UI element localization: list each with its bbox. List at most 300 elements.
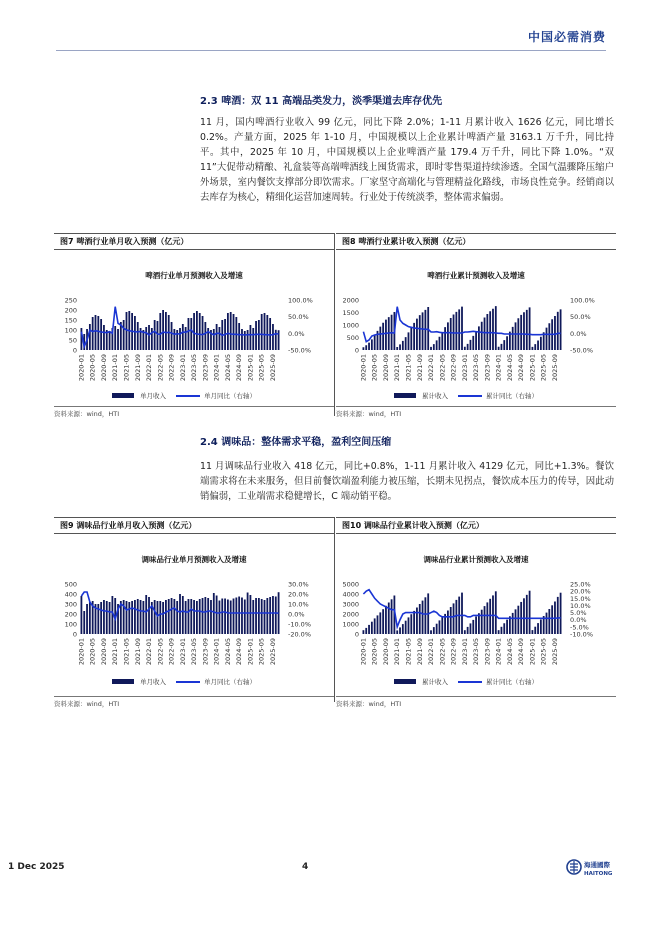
x-tick: 2020-05 xyxy=(88,354,97,382)
bar xyxy=(413,323,415,350)
bar xyxy=(408,332,410,350)
bar xyxy=(213,329,215,350)
bar xyxy=(450,607,452,634)
x-tick: 2025-05 xyxy=(257,354,266,382)
bar xyxy=(506,620,508,634)
y-tick-left: 2000 xyxy=(342,296,359,305)
bar xyxy=(534,344,536,350)
bar xyxy=(241,598,243,635)
y-tick-left: 100 xyxy=(64,326,77,335)
bar xyxy=(534,627,536,634)
bar xyxy=(233,314,235,350)
bar xyxy=(145,327,147,350)
bar xyxy=(439,620,441,634)
x-tick: 2025-05 xyxy=(539,638,548,666)
chart-beer-monthly xyxy=(54,250,334,408)
bar xyxy=(95,315,97,350)
bar xyxy=(484,318,486,351)
bar xyxy=(204,597,206,634)
bar xyxy=(261,314,263,350)
chart-title: 啤酒行业单月预测收入及增速 xyxy=(145,271,243,280)
bar xyxy=(503,340,505,350)
legend-label: 单月同比（右轴） xyxy=(204,678,256,686)
bar xyxy=(481,610,483,634)
bar xyxy=(157,321,159,350)
x-tick: 2025-09 xyxy=(268,354,277,382)
x-tick: 2024-01 xyxy=(212,638,221,666)
x-tick: 2020-01 xyxy=(359,354,368,382)
bar xyxy=(495,306,497,350)
bar xyxy=(204,322,206,350)
y-tick-right: -10.0% xyxy=(288,620,311,629)
bar xyxy=(489,599,491,634)
bar xyxy=(128,602,130,634)
bar xyxy=(515,322,517,350)
chart-title: 调味品行业单月预测收入及增速 xyxy=(141,555,247,564)
bar xyxy=(244,600,246,635)
x-tick: 2024-01 xyxy=(212,354,221,382)
x-tick: 2022-09 xyxy=(167,354,176,382)
x-tick: 2022-05 xyxy=(438,354,447,382)
bar xyxy=(470,340,472,350)
bar xyxy=(216,324,218,350)
bar xyxy=(546,328,548,350)
bar xyxy=(453,603,455,634)
figure-9-caption: 图9 调味品行业单月收入预测（亿元） xyxy=(54,517,334,534)
bar xyxy=(498,630,500,634)
header-title: 中国必需消费 xyxy=(527,30,606,44)
bar xyxy=(515,609,517,634)
bar xyxy=(199,599,201,634)
bar xyxy=(537,623,539,634)
bar xyxy=(399,344,401,350)
bar xyxy=(512,327,514,350)
x-tick: 2020-09 xyxy=(99,638,108,666)
bar xyxy=(472,336,474,350)
x-tick: 2023-09 xyxy=(483,354,492,382)
y-tick-right: -20.0% xyxy=(288,630,311,639)
x-tick: 2023-09 xyxy=(483,638,492,666)
x-tick: 2023-01 xyxy=(460,354,469,382)
bar xyxy=(523,312,525,350)
bar xyxy=(145,595,147,634)
bar xyxy=(363,630,365,634)
y-tick-left: 3000 xyxy=(342,600,359,609)
x-tick: 2021-01 xyxy=(111,638,120,666)
bar xyxy=(529,591,531,634)
figure-8 xyxy=(336,233,616,412)
bar xyxy=(512,613,514,634)
bar xyxy=(532,347,534,350)
bar xyxy=(216,596,218,635)
y-tick-right: 25.0% xyxy=(570,580,591,589)
x-tick: 2020-05 xyxy=(370,638,379,666)
bar xyxy=(182,324,184,350)
y-tick-right: 0.0% xyxy=(570,616,587,625)
x-tick: 2023-05 xyxy=(472,354,481,382)
y-tick-left: 2000 xyxy=(342,610,359,619)
x-tick: 2021-01 xyxy=(393,638,402,666)
y-tick-right: 10.0% xyxy=(570,601,591,610)
bar xyxy=(478,326,480,350)
bar xyxy=(134,316,136,350)
bar xyxy=(100,319,102,350)
bar xyxy=(269,318,271,350)
bar xyxy=(126,601,128,634)
bar xyxy=(114,326,116,350)
bar xyxy=(430,630,432,634)
y-tick-left: 0 xyxy=(354,346,359,355)
figure-10-caption: 图10 调味品行业累计收入预测（亿元） xyxy=(336,517,616,534)
y-tick-left: 0 xyxy=(72,346,77,355)
bar xyxy=(385,320,387,350)
y-tick-right: -5.0% xyxy=(570,623,589,632)
y-tick-left: 0 xyxy=(354,630,359,639)
bar xyxy=(419,315,421,350)
bar xyxy=(560,593,562,634)
bar xyxy=(424,597,426,634)
bar xyxy=(244,331,246,350)
bar xyxy=(126,312,128,350)
bar xyxy=(450,318,452,350)
y-tick-left: 200 xyxy=(64,306,77,315)
bar xyxy=(134,600,136,634)
bar xyxy=(199,313,201,350)
x-tick: 2021-09 xyxy=(415,638,424,666)
haitong-logo xyxy=(566,858,626,878)
bar xyxy=(517,606,519,634)
x-tick: 2025-05 xyxy=(257,638,266,666)
x-tick: 2024-09 xyxy=(235,354,244,382)
bar xyxy=(188,599,190,634)
y-tick-left: 500 xyxy=(64,580,77,589)
bar xyxy=(89,602,91,634)
legend-swatch-bar xyxy=(394,393,416,398)
bar xyxy=(165,312,167,350)
y-tick-left: 250 xyxy=(64,296,77,305)
header-rule xyxy=(56,50,606,51)
x-tick: 2021-05 xyxy=(122,638,131,666)
y-tick-right: 0.0% xyxy=(288,610,305,619)
x-tick: 2020-09 xyxy=(99,354,108,382)
bar xyxy=(250,595,252,634)
x-tick: 2022-01 xyxy=(427,638,436,666)
chart-title: 调味品行业累计预测收入及增速 xyxy=(423,555,529,564)
y-tick-left: 500 xyxy=(346,334,359,342)
figure-10-source: 资料来源：wind，HTI xyxy=(336,696,616,708)
bar xyxy=(430,347,432,350)
x-tick: 2024-01 xyxy=(494,354,503,382)
x-tick: 2021-09 xyxy=(133,638,142,666)
bar xyxy=(441,617,443,634)
figure-divider xyxy=(334,517,335,702)
bar xyxy=(478,613,480,634)
bar xyxy=(416,319,418,350)
x-tick: 2020-01 xyxy=(77,354,86,382)
bar xyxy=(241,329,243,350)
figure-divider xyxy=(334,233,335,416)
chart-beer-cumulative xyxy=(336,250,616,408)
bar xyxy=(475,331,477,350)
bar xyxy=(405,337,407,350)
bar xyxy=(227,600,229,635)
bar xyxy=(540,620,542,635)
bar xyxy=(176,601,178,634)
section-paragraph-condiments: 11 月调味品行业收入 418 亿元，同比+0.8%，1-11 月累计收入 4129 亿元，同比+1.3%。餐饮端需求将在未来服务，但目前餐饮端盈利能力被压缩，长期未见拐点，餐饮成本压力的传导，因此动销偏弱，工业端需求稳健增长，C 端动销平稳。 xyxy=(200,461,614,502)
bar xyxy=(275,597,277,635)
y-tick-right: 15.0% xyxy=(570,594,591,603)
bar xyxy=(137,322,139,350)
bar xyxy=(142,601,144,634)
bar xyxy=(551,605,553,634)
x-tick: 2020-05 xyxy=(88,638,97,666)
bar xyxy=(501,627,503,634)
bar xyxy=(238,323,240,350)
bar xyxy=(179,594,181,634)
bar xyxy=(436,624,438,634)
bar xyxy=(255,321,257,350)
section-title-beer: 2.3 啤酒：双 11 高端品类发力，淡季渠道去库存优先 xyxy=(200,96,443,107)
bar xyxy=(506,336,508,350)
bar xyxy=(275,330,277,350)
bar xyxy=(188,318,190,350)
bar xyxy=(455,312,457,350)
bar xyxy=(159,601,161,634)
section-title-condiments: 2.4 调味品：整体需求平稳，盈利空间压缩 xyxy=(200,437,392,448)
bar xyxy=(427,307,429,350)
bar xyxy=(540,337,542,350)
bar xyxy=(97,316,99,350)
bar xyxy=(196,601,198,634)
bar xyxy=(123,320,125,350)
x-tick: 2025-09 xyxy=(550,638,559,666)
bar xyxy=(233,599,235,635)
y-tick-right: 20.0% xyxy=(570,587,591,596)
bar xyxy=(173,599,175,634)
x-tick: 2022-09 xyxy=(449,354,458,382)
x-tick: 2024-05 xyxy=(505,354,514,382)
y-tick-right: 5.0% xyxy=(570,609,587,618)
bar xyxy=(422,601,424,634)
bar xyxy=(484,606,486,634)
bar xyxy=(413,611,415,634)
bar xyxy=(171,322,173,350)
bar xyxy=(495,591,497,634)
x-tick: 2022-05 xyxy=(438,638,447,666)
bar xyxy=(173,329,175,350)
footer-date: 1 Dec 2025 xyxy=(8,862,65,872)
bar xyxy=(137,599,139,634)
x-tick: 2022-05 xyxy=(156,638,165,666)
bar xyxy=(154,600,156,634)
x-tick: 2021-05 xyxy=(404,638,413,666)
bar xyxy=(374,335,376,350)
bar xyxy=(439,337,441,350)
y-tick-right: 0.0% xyxy=(288,329,305,338)
chart-title: 啤酒行业累计预测收入及增速 xyxy=(427,271,525,280)
figure-7-caption: 图7 啤酒行业单月收入预测（亿元） xyxy=(54,233,334,250)
bar xyxy=(117,329,119,350)
bar xyxy=(396,347,398,350)
bar xyxy=(470,623,472,634)
x-tick: 2024-05 xyxy=(505,638,514,666)
bar xyxy=(171,598,173,634)
bar xyxy=(261,599,263,634)
y-tick-right: 10.0% xyxy=(288,600,309,609)
bar xyxy=(207,598,209,634)
x-tick: 2025-01 xyxy=(246,638,255,666)
page-number: 4 xyxy=(302,862,309,872)
bar xyxy=(109,331,111,350)
legend-label: 累计同比（右轴） xyxy=(486,392,538,400)
x-tick: 2022-01 xyxy=(145,638,154,666)
chart-condiment-cumulative xyxy=(336,534,616,694)
legend-swatch-bar xyxy=(112,679,134,684)
bar xyxy=(523,598,525,634)
x-tick: 2023-05 xyxy=(190,354,199,382)
bar xyxy=(461,593,463,634)
bar xyxy=(258,598,260,634)
y-tick-right: -50.0% xyxy=(570,346,593,355)
bar xyxy=(408,617,410,634)
x-tick: 2024-09 xyxy=(517,638,526,666)
bar xyxy=(266,315,268,350)
bar xyxy=(416,608,418,635)
bar xyxy=(481,322,483,350)
bar xyxy=(554,316,556,350)
bar xyxy=(365,628,367,634)
bar xyxy=(498,347,500,350)
x-tick: 2021-05 xyxy=(122,354,131,382)
y-tick-left: 150 xyxy=(64,316,77,325)
bar xyxy=(247,330,249,350)
x-tick: 2024-09 xyxy=(517,354,526,382)
bar xyxy=(557,597,559,634)
bar xyxy=(185,601,187,634)
bar xyxy=(405,621,407,634)
x-tick: 2023-09 xyxy=(201,638,210,666)
legend-swatch-bar xyxy=(394,679,416,684)
bar xyxy=(363,347,365,350)
bar xyxy=(532,630,534,634)
bar xyxy=(396,630,398,634)
bar xyxy=(86,604,88,634)
bar xyxy=(520,315,522,350)
bar xyxy=(492,309,494,350)
bar xyxy=(475,617,477,635)
bar xyxy=(464,630,466,634)
x-tick: 2021-05 xyxy=(404,354,413,382)
bar xyxy=(467,344,469,350)
x-tick: 2021-09 xyxy=(133,354,142,382)
bar xyxy=(433,627,435,634)
figure-8-caption: 图8 啤酒行业累计收入预测（亿元） xyxy=(336,233,616,250)
bar xyxy=(422,312,424,350)
bar xyxy=(109,602,111,634)
y-tick-right: -50.0% xyxy=(288,346,311,355)
bar xyxy=(202,316,204,350)
bar xyxy=(151,328,153,350)
bar xyxy=(213,593,215,634)
figure-8-source: 资料来源：wind，HTI xyxy=(336,406,616,418)
legend-label: 累计同比（右轴） xyxy=(486,678,538,686)
y-tick-right: 100.0% xyxy=(288,296,313,305)
x-tick: 2022-09 xyxy=(449,638,458,666)
bar xyxy=(179,328,181,350)
bar xyxy=(529,307,531,350)
bar xyxy=(250,325,252,350)
bar xyxy=(419,604,421,634)
bar xyxy=(526,595,528,634)
bar xyxy=(162,602,164,634)
logo-subtext: HAITONG xyxy=(584,871,613,877)
bar xyxy=(227,313,229,350)
y-tick-right: 20.0% xyxy=(288,590,309,599)
bar xyxy=(467,627,469,634)
bar xyxy=(410,328,412,351)
bar xyxy=(235,598,237,635)
y-tick-right: 50.0% xyxy=(288,313,309,322)
bar xyxy=(269,597,271,634)
x-tick: 2025-05 xyxy=(539,354,548,382)
legend-label: 单月同比（右轴） xyxy=(204,392,256,400)
bar xyxy=(159,313,161,350)
x-tick: 2024-01 xyxy=(494,638,503,666)
bar xyxy=(140,600,142,634)
bar xyxy=(162,310,164,350)
y-tick-left: 200 xyxy=(64,610,77,619)
bar xyxy=(272,596,274,634)
x-tick: 2024-05 xyxy=(223,638,232,666)
bar xyxy=(81,596,83,634)
figure-7-source: 资料来源：wind，HTI xyxy=(54,406,334,418)
bar xyxy=(148,597,150,634)
bar xyxy=(365,345,367,350)
x-tick: 2025-09 xyxy=(268,638,277,666)
bar xyxy=(255,598,257,634)
chart-condiment-monthly xyxy=(54,534,334,694)
bar xyxy=(185,327,187,350)
bar xyxy=(537,341,539,351)
bar xyxy=(92,317,94,350)
y-tick-right: -10.0% xyxy=(570,630,593,639)
y-tick-left: 1000 xyxy=(342,620,359,629)
bar xyxy=(371,622,373,634)
bar xyxy=(272,324,274,350)
bar xyxy=(165,600,167,634)
bar xyxy=(252,328,254,350)
legend-label: 累计收入 xyxy=(422,392,448,400)
bar xyxy=(235,317,237,350)
bar xyxy=(433,344,435,350)
y-tick-left: 50 xyxy=(68,336,77,345)
bar xyxy=(402,624,404,634)
bar xyxy=(501,344,503,350)
bar xyxy=(219,327,221,350)
bar xyxy=(168,599,170,634)
bar xyxy=(230,312,232,350)
bar xyxy=(148,325,150,350)
bar xyxy=(368,625,370,634)
figure-7 xyxy=(54,233,334,412)
legend-label: 单月收入 xyxy=(140,678,166,686)
x-tick: 2023-05 xyxy=(190,638,199,666)
bar xyxy=(368,343,370,350)
legend-label: 单月收入 xyxy=(140,392,166,400)
x-tick: 2025-01 xyxy=(246,354,255,382)
bar xyxy=(444,327,446,350)
bar xyxy=(182,596,184,634)
